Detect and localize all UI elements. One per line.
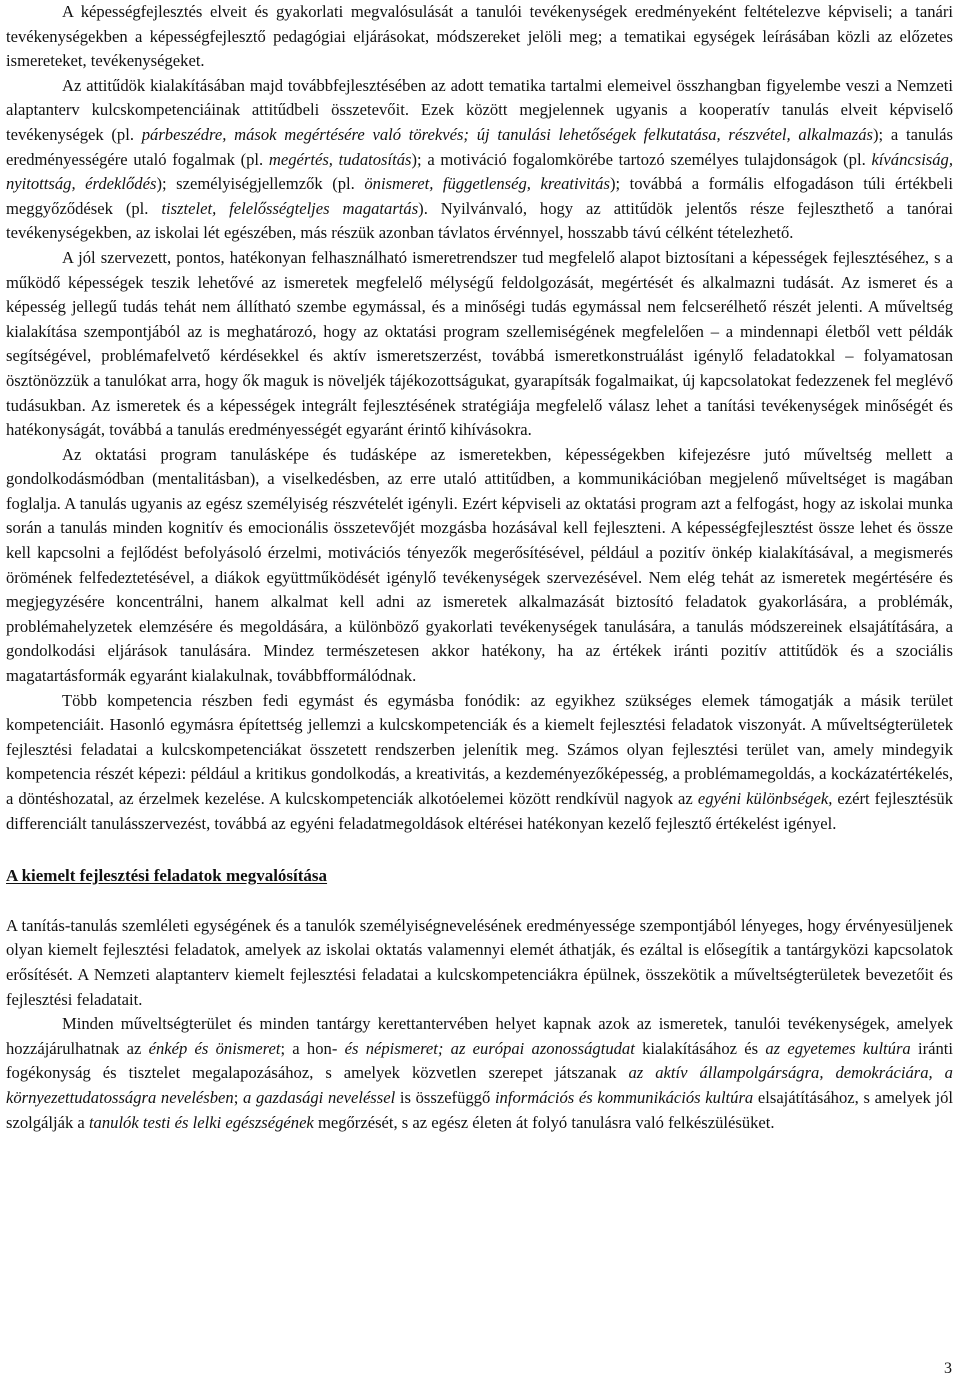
text-run: ); továbbá a formális elfogadáson túli értékbeli meggyőződések (pl. xyxy=(6,174,954,218)
text-run: ezért fejlesztésük differenciált tanulásszervezést, továbbá az egyéni feladatmegoldások eltérései hatékonyan kezelő fejlesztő értékelést igényel. xyxy=(6,789,954,833)
text-run: iránti fogékonyság és tisztelet megalapozásához, s amelyek közvetlen szerepet játszanak xyxy=(6,1038,954,1083)
italic-text: párbeszédre, mások megértésére való törekvés; új tanulási lehetőségek felkutatása, részvétel, alkalmazás xyxy=(141,124,873,144)
body-text-section-2 xyxy=(6,914,953,1135)
italic-text: a gazdasági neveléssel xyxy=(243,1087,396,1107)
italic-text: egyéni különbségek, xyxy=(697,789,833,808)
text-run: ); a tanulás eredményességére utaló fogalmak (pl. xyxy=(6,124,953,169)
text-run: ). Nyilvánvaló, hogy az attitűdök jelentős része fejleszthető a tanórai tevékenységekben, az iskolai lét egészében, más részük azonban távlatos érvénnyel, hosszabb távú célként tételezhető. xyxy=(6,198,953,243)
text-run: ; xyxy=(233,1087,243,1107)
text-run: megőrzését, s az egész életen át folyó tanulásra való felkészülésüket. xyxy=(313,1112,775,1132)
text-run: ); személyiségjellemzők (pl. xyxy=(156,174,365,194)
page-number: 3 xyxy=(944,1360,952,1377)
italic-text: az aktív állampolgárságra, demokráciára, a környezettudatosságra nevelésben xyxy=(6,1063,953,1107)
italic-text: tisztelet, felelősségteljes magatartás xyxy=(161,198,419,218)
section-heading: A kiemelt fejlesztési feladatok megvalósítása xyxy=(6,866,328,886)
text-run: elsajátításához, s amelyek jól szolgálják a xyxy=(6,1087,953,1132)
italic-text: és népismeret; az európai azonosságtudat xyxy=(344,1038,635,1058)
text-run: Az oktatási program tanulásképe és tudásképe az ismeretekben, képességekben kifejezésre jutó műveltség mellett a gondolkodásmódban (mentalitásban), a viselkedésben, az erre utaló attitűdben, a kommunikációban megjelenő műveltséget is magában foglalja. A tanulás ugyanis az egész személyiség részvételét igényli. Ezért képviseli az oktatási program azt a felfogást, hogy az iskolai munka során a tanulás minden kognitív és emocionális összetevőjét mozgásba hozásával kell fejleszteni. A képességfejlesztést össze lehet és össze kell kapcsolni a fejlődést befolyásoló érzelmi, motivációs tényezők megerősítésével, például a pozitív önkép kialakításával, a megismerés örömének felfedeztetésével, a diákok együttműködését igénylő tevékenységek szervezésével. Nem elég tehát az ismeretek megértésére és megjegyzésére koncentrálni, hanem alkalmat kell adni az ismeretek alkalmazását biztosító feladatok gyakorlására, a problémák, problémahelyzetek elemzésére és megoldására, a különböző gyakorlati tevékenységek tanulására, a tanulás módszereinek elsajátítására, a gondolkodási eljárások tanulására. Mindez természetesen akkor hatékony, ha az értékek iránti pozitív attitűdök és a szociális magatartásformák egyaránt kialakulnak, továbbfformálódnak. xyxy=(6,444,953,686)
text-run: ; a hon- xyxy=(280,1038,345,1058)
text-run: A képességfejlesztés elveit és gyakorlati megvalósulását a tanulói tevékenységek eredményeként feltételezve képviseli; a tanári tevékenységekben a képességfejlesztő pedagógiai eljárásokat, módszereket jelöli meg; a tematikai egységek leírásában közli az előzetes ismereteket, tevékenységeket. xyxy=(6,2,953,71)
text-run: is összefüggő xyxy=(395,1087,495,1107)
italic-text: tanulók testi és lelki egészségének xyxy=(88,1112,314,1132)
italic-text: megértés, tudatosítás xyxy=(268,149,412,169)
italic-text: kíváncsiság, nyitottság, érdeklődés xyxy=(6,149,954,194)
text-run: A tanítás-tanulás szemléleti egységének és a tanulók személyiségnevelésének eredményessége szempontjából lényeges, hogy érvényesüljenek olyan kiemelt fejlesztési feladatok, amelyek az iskolai oktatás valamennyi elemét áthatják, és ezáltal is elősegítik a tantárgyközi kapcsolatok erősítését. A Nemzeti alaptanterv kiemelt fejlesztési feladatai a kulcskompetenciákra épülnek, összekötik a műveltségterületek bevezetőit és fejlesztési feladatait. xyxy=(6,915,953,1009)
text-run: A jól szervezett, pontos, hatékonyan felhasználható ismeretrendszer tud megfelelő alapot biztosítani a képességek fejlesztéséhez, s a működő képességek teszik lehetővé az ismeretek megfelelő mélységű feldolgozását, megértését és alkalmazni tudását. Az ismeret és a képesség jellegű tudás tehát nem állítható szembe egymással, és a minőségi tudás egymással nem felcserélhető részét jelenti. A műveltség kialakítása szempontjából az is meghatározó, hogy az oktatási program szellemiségének megfelelően – a mindennapi életből vett példák segítségével, problémafelvető kérdésekkel és aktív ismeretszerzést, továbbá ismeretkonstruálást igénylő feladatokkal – folyamatosan ösztönözzük a tanulókat arra, hogy ők maguk is növeljék tájékozottságukat, gyarapítsák fogalmaikat, új kapcsolatokat fedezzenek fel meglévő tudásukban. Az ismeretek és a képességek integrált fejlesztésének stratégiája megfelelő válasz lehet a tanítási tevékenységek minőségét és hatékonyságát, továbbá a tanulás eredményességét egyaránt érintő kihívásokra. xyxy=(6,247,953,440)
paragraph-p2 xyxy=(6,74,953,246)
paragraph-p4 xyxy=(6,443,953,689)
paragraph-p6 xyxy=(6,914,953,1012)
italic-text: önismeret, függetlenség, kreativitás xyxy=(364,174,610,194)
italic-text: az egyetemes kultúra xyxy=(765,1038,911,1058)
paragraph-p5 xyxy=(6,689,953,837)
text-run: Minden műveltségterület és minden tantárgy kerettantervében helyet kapnak azok az ismeretek, tanulói tevékenységek, amelyek hozzájárulhatnak az xyxy=(6,1014,953,1058)
text-run: kialakításához és xyxy=(634,1038,766,1058)
paragraph-p7 xyxy=(6,1012,953,1135)
text-run: ); a motiváció fogalomkörébe tartozó személyes tulajdonságok (pl. xyxy=(411,149,872,169)
text-run: Több kompetencia részben fedi egymást és egymásba fonódik: az egyikhez szükséges elemek támogatják a másik terület kompetenciáit. Hasonló egymásra építettség jellemzi a kulcskompetenciák és a kiemelt fejlesztési feladatok viszonyát. A műveltségterületek fejlesztési feladatai a kulcskompetenciákat összetett rendszerben jelenítik meg. Számos olyan fejlesztési terület van, amely mindegyik kompetencia részét képezi: például a kritikus gondolkodás, a kreativitás, a kezdeményezőképesség, a problémamegoldás, a kockázatértékelés, a döntéshozatal, az érzelmek kezelése. A kulcskompetenciák alkotóelemei között rendkívül nagyok az xyxy=(6,690,953,808)
paragraph-p1 xyxy=(6,0,953,74)
italic-text: információs és kommunikációs kultúra xyxy=(494,1087,754,1107)
italic-text: énkép és önismeret xyxy=(148,1038,281,1058)
text-run: Az attitűdök kialakításában majd továbbfejlesztésében az adott tematika tartalmi elemeivel összhangban figyelembe veszi a Nemzeti alaptanterv kulcskompetenciáinak attitűdbeli összetevőit. Ezek között megjelennek ugyanis a kooperatív tanulás elveit képviselő tevékenységek (pl. xyxy=(6,75,953,144)
paragraph-p3 xyxy=(6,246,953,443)
body-text-section-1 xyxy=(6,0,953,836)
